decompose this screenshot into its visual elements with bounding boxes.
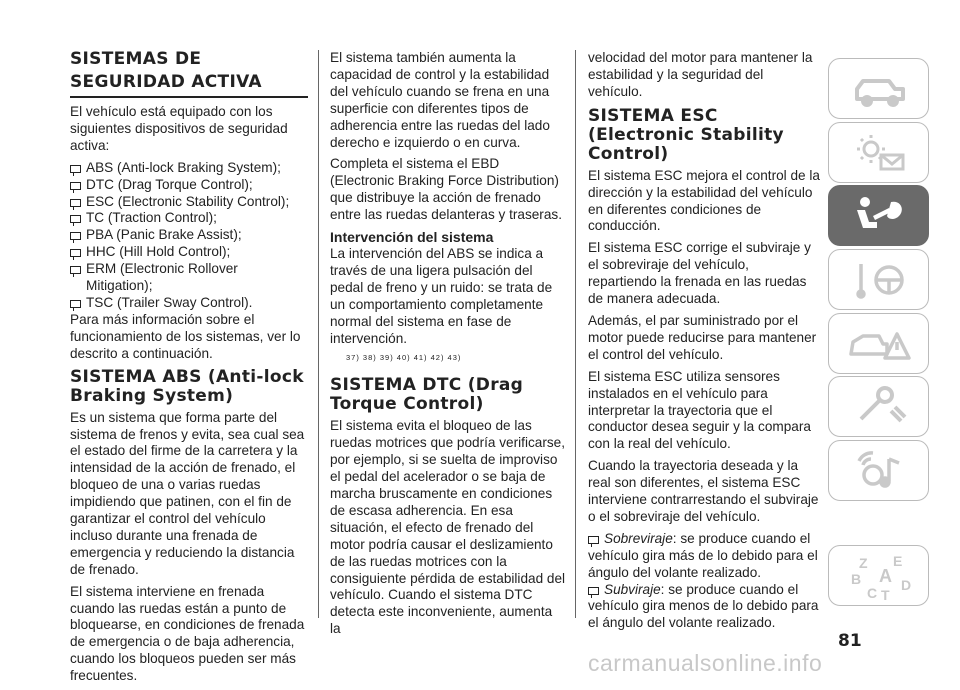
tab-index[interactable] — [828, 545, 929, 606]
key-steering-icon — [829, 250, 928, 309]
ebd-paragraph: Completa el sistema el EBD (Electronic Braking Force Distribution) que distribuye la acción de frenado entre las ruedas delanteras y traseras. — [330, 156, 562, 223]
bullet-icon — [70, 215, 81, 223]
tab-starting-driving[interactable] — [828, 249, 929, 310]
dtc-continued-paragraph: velocidad del motor para mantener la estabilidad y la seguridad del vehículo. — [588, 50, 813, 99]
esc-paragraph-1: El sistema ESC mejora el control de la dirección y la estabilidad del vehículo en diferentes condiciones de conducción. — [588, 167, 820, 234]
oversteer-term: Sobreviraje — [604, 530, 673, 546]
index-letter: A — [879, 566, 892, 586]
bullet-icon — [588, 536, 599, 544]
service-wrench-icon — [829, 377, 928, 436]
bullet-icon — [70, 266, 81, 274]
index-letter: T — [881, 587, 890, 603]
tab-maintenance[interactable] — [828, 376, 929, 437]
tab-emergency[interactable] — [828, 313, 929, 374]
understeer-term: Subviraje — [604, 581, 661, 597]
esc-paragraph-2: El sistema ESC corrige el subviraje y el sobreviraje del vehículo, repartiendo la frenada en las ruedas de manera adecuada. — [588, 240, 811, 307]
column-1 — [70, 50, 308, 690]
abs-heading: SISTEMA ABS (Anti-lock Braking System) — [70, 366, 304, 406]
intervention-paragraph: La intervención del ABS se indica a través de una ligera pulsación del pedal de freno y un ruido: se trata de un comportamiento completamente normal del sistema en fase de intervención. — [330, 246, 553, 346]
car-icon — [829, 59, 928, 118]
list-item: ERM (Electronic Rollover Mitigation); — [70, 261, 308, 295]
esc-heading: SISTEMA ESC (Electronic Stability Control) — [588, 105, 784, 164]
list-item: TC (Traction Control); — [70, 210, 308, 227]
oversteer-definition: : se produce cuando el vehículo gira más de lo debido para el ángulo del volante realizado. — [588, 530, 818, 580]
index-letter: D — [901, 577, 912, 593]
more-info-paragraph: Para más información sobre el funcionamiento de los sistemas, ver lo descrito a continuación. — [70, 311, 301, 361]
bullet-icon — [70, 249, 81, 257]
index-letters-icon — [829, 546, 928, 605]
section-title-line2: SEGURIDAD ACTIVA — [70, 73, 308, 98]
tab-multimedia[interactable] — [828, 440, 929, 501]
understeer-definition: : se produce cuando el vehículo gira menos de lo debido para el ángulo del volante realizado. — [588, 581, 819, 631]
bullet-icon — [70, 182, 81, 190]
page-number: 81 — [838, 631, 862, 651]
bullet-icon — [588, 587, 599, 595]
systems-list — [70, 160, 308, 312]
multimedia-icon — [829, 441, 928, 500]
abs-paragraph-2: El sistema interviene en frenada cuando las ruedas están a punto de bloquearse, en condiciones de frenada de emergencia o de baja adherencia, cuando los bloqueos pueden ser más frecuentes. — [70, 583, 305, 684]
list-item: ABS (Anti-lock Braking System); — [70, 160, 308, 177]
column-3 — [588, 50, 820, 632]
seat-airbag-icon — [829, 186, 928, 245]
intro-paragraph: El vehículo está equipado con los siguientes dispositivos de seguridad activa: — [70, 104, 288, 153]
list-item: TSC (Trailer Sway Control). — [70, 295, 308, 312]
abs-paragraph-1: Es un sistema que forma parte del sistema de frenos y evita, sea cual sea el estado del firme de la carretera y la intensidad de la acción de frenado, el bloqueo de una o varias ruedas impidiendo que patinen, con el fin de garantizar el control del vehículo incluso durante una frenada de emergencia y reduciendo la distancia de frenado. — [70, 409, 305, 577]
esc-paragraph-3: Además, el par suministrado por el motor puede reducirse para mantener el control del vehículo. — [588, 312, 817, 362]
abs-paragraph-3: El sistema también aumenta la capacidad de control y la estabilidad del vehículo cuando se frena en una superficie con diferentes tipos de adherencia entre las ruedas del lado derecho e izquierdo o en curva. — [330, 50, 550, 150]
warning-lights-icon — [829, 123, 928, 182]
definition-item — [588, 531, 820, 582]
breakdown-icon — [829, 314, 928, 373]
tab-safety[interactable] — [828, 185, 929, 246]
watermark: carmanualsonline.info — [588, 650, 823, 676]
tab-warning-lights[interactable] — [828, 122, 929, 183]
tab-car[interactable] — [828, 58, 929, 119]
list-item: DTC (Drag Torque Control); — [70, 177, 308, 194]
bullet-icon — [70, 232, 81, 240]
index-letter: Z — [859, 555, 868, 571]
list-item: ESC (Electronic Stability Control); — [70, 194, 308, 211]
definition-item — [588, 582, 820, 633]
warning-references: 37) 38) 39) 40) 41) 42) 43) — [346, 352, 462, 362]
index-letter: C — [867, 585, 878, 601]
list-item: PBA (Panic Brake Assist); — [70, 227, 308, 244]
dtc-heading: SISTEMA DTC (Drag Torque Control) — [330, 375, 524, 415]
intervention-subheading: Intervención del sistema — [330, 229, 494, 246]
dtc-paragraph: El sistema evita el bloqueo de las ruedas motrices que podría verificarse, por ejemplo, si se suelta de improviso el pedal del acelerador o se baja de marcha bruscamente en condiciones de escasa adherencia. En esa situación, el efecto de frenado del motor podría causar el deslizamiento de las ruedas motrices con la consiguiente pérdida de estabilidad del vehículo. Cuando el sistema DTC detecta este inconveniente, aumenta la — [330, 418, 566, 637]
column-2 — [330, 50, 566, 643]
section-title-line1: SISTEMAS DE — [70, 49, 202, 69]
column-divider — [318, 50, 319, 618]
bullet-icon — [70, 165, 81, 173]
esc-paragraph-4: El sistema ESC utiliza sensores instalados en el vehículo para interpretar la trayectoria que el conductor desea seguir y la compara con la real del vehículo. — [588, 368, 811, 452]
index-letter: E — [893, 553, 903, 569]
index-letter: B — [851, 571, 862, 587]
list-item: HHC (Hill Hold Control); — [70, 244, 308, 261]
bullet-icon — [70, 300, 81, 308]
column-divider — [575, 50, 576, 618]
esc-paragraph-5: Cuando la trayectoria deseada y la real son diferentes, el sistema ESC interviene contrarrestando el subviraje o el sobreviraje del vehículo. — [588, 458, 819, 524]
bullet-icon — [70, 199, 81, 207]
